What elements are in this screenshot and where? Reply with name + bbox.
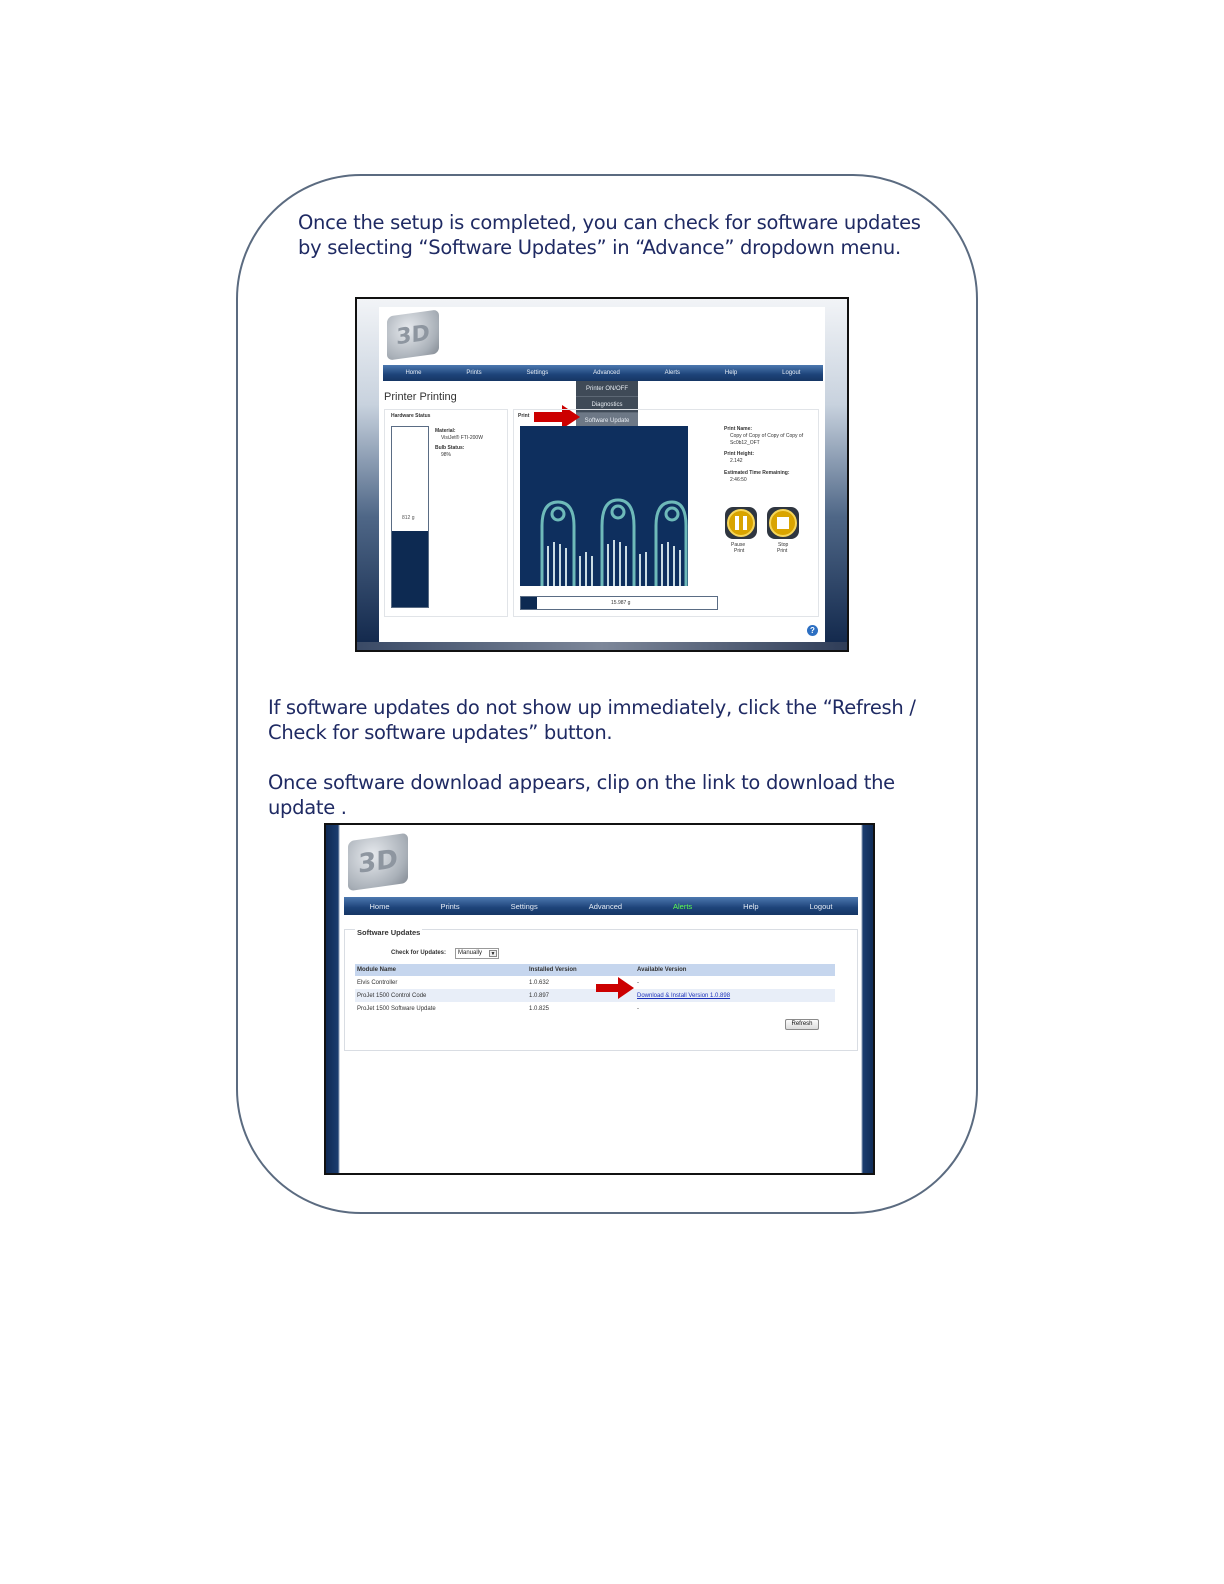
hardware-status-panel	[384, 409, 508, 617]
print-preview-image	[520, 426, 688, 586]
instruction-text: Check for software updates” button.	[268, 721, 613, 744]
instruction-step1	[298, 210, 921, 260]
instruction-text: update .	[268, 796, 347, 819]
software-updates-table	[355, 964, 835, 1015]
instruction-text: Once the setup is completed, you can check for software updates	[298, 211, 921, 234]
time-remaining-label: Estimated Time Remaining:	[724, 470, 790, 476]
material-level-gauge	[391, 426, 429, 608]
nav-logout[interactable]: Logout	[809, 901, 833, 911]
print-progress-text: 15.987 g	[611, 600, 631, 606]
menu-item-software-update[interactable]: Software Update	[576, 413, 638, 429]
nav-advanced[interactable]: Advanced	[593, 370, 620, 376]
nav-home[interactable]: Home	[405, 370, 422, 376]
table-header-row	[355, 964, 835, 976]
print-height-value: 2.142	[730, 458, 743, 464]
check-updates-value: Manually	[458, 950, 483, 956]
instruction-step3	[268, 770, 895, 820]
red-arrow-icon	[596, 977, 634, 999]
nav-settings[interactable]: Settings	[510, 901, 538, 911]
table-row	[355, 1002, 835, 1015]
table-row	[355, 989, 835, 1002]
download-install-link[interactable]: Download & Install Version 1.0.898	[637, 992, 731, 999]
print-name-value-cont: Sc0b12_OFT	[730, 440, 760, 446]
3d-systems-logo: 3D	[387, 309, 439, 360]
material-label: Material:	[435, 428, 456, 434]
print-name-label: Print Name:	[724, 426, 753, 432]
instruction-text: Once software download appears, clip on the link to download the	[268, 771, 895, 794]
instruction-step2	[268, 695, 916, 745]
stop-label-cont: Print	[777, 548, 788, 554]
cell-available: -	[637, 1005, 639, 1012]
bulb-status-value: 98%	[441, 452, 452, 458]
print-heading: Print	[518, 413, 530, 419]
check-updates-select[interactable]	[455, 948, 499, 959]
bulb-status-label: Bulb Status:	[435, 445, 465, 451]
main-nav	[344, 897, 858, 915]
cell-module: Elvis Controller	[357, 979, 398, 986]
cell-module: ProJet 1500 Software Update	[357, 1005, 436, 1012]
page-title: Printer Printing	[384, 391, 457, 403]
stop-label: Stop	[778, 542, 789, 548]
check-updates-label: Check for Updates:	[391, 950, 447, 956]
nav-alerts[interactable]: Alerts	[664, 370, 681, 376]
instruction-text: If software updates do not show up immediately, click the “Refresh /	[268, 696, 916, 719]
panel-title: Software Updates	[357, 928, 421, 937]
nav-settings[interactable]: Settings	[526, 370, 549, 376]
print-name-value: Copy of Copy of Copy of Copy of	[730, 433, 804, 439]
software-updates-screenshot	[324, 823, 875, 1175]
main-nav	[383, 365, 823, 381]
cell-module: ProJet 1500 Control Code	[355, 989, 527, 1002]
nav-help[interactable]: Help	[743, 901, 759, 911]
cell-installed: 1.0.632	[529, 979, 550, 986]
cell-available: -	[637, 979, 639, 986]
pause-label-cont: Print	[734, 548, 745, 554]
pause-print-button[interactable]	[724, 506, 758, 540]
col-available-version: Available Version	[635, 964, 835, 976]
printer-web-page	[379, 307, 825, 643]
table-row	[355, 976, 835, 989]
nav-prints[interactable]: Prints	[440, 901, 460, 911]
nav-home[interactable]: Home	[369, 901, 390, 911]
help-icon[interactable]: ?	[807, 625, 818, 636]
material-weight: 812 g	[402, 515, 415, 521]
menu-item-diagnostics[interactable]: Diagnostics	[576, 397, 638, 413]
menu-item-printer-onoff[interactable]: Printer ON/OFF	[576, 381, 638, 397]
print-panel	[513, 409, 819, 617]
3d-systems-logo: 3D	[348, 833, 408, 891]
nav-help[interactable]: Help	[724, 370, 738, 376]
chevron-down-icon: ▼	[490, 951, 496, 957]
printer-printing-screenshot	[355, 297, 849, 652]
hardware-status-heading: Hardware Status	[391, 413, 431, 419]
col-module-name: Module Name	[355, 964, 527, 976]
material-value: VisiJet® FTI-200W	[441, 435, 483, 441]
refresh-button[interactable]: Refresh	[785, 1019, 819, 1030]
cell-installed: 1.0.897	[527, 989, 635, 1002]
material-level-fill	[392, 531, 428, 607]
print-progress-bar	[520, 596, 718, 610]
print-height-label: Print Height:	[724, 451, 754, 457]
windows-taskbar	[357, 642, 847, 650]
time-remaining-value: 2:46:50	[730, 477, 747, 483]
cell-installed: 1.0.825	[529, 1005, 550, 1012]
nav-logout[interactable]: Logout	[782, 370, 801, 376]
instruction-text: by selecting “Software Updates” in “Advance” dropdown menu.	[298, 236, 901, 259]
stop-print-button[interactable]	[766, 506, 800, 540]
col-installed-version: Installed Version	[527, 964, 635, 976]
print-progress-fill	[521, 597, 537, 609]
nav-alerts[interactable]: Alerts	[673, 901, 693, 911]
nav-advanced[interactable]: Advanced	[588, 901, 623, 911]
pause-label: Pause	[731, 542, 746, 548]
nav-prints[interactable]: Prints	[466, 370, 482, 376]
